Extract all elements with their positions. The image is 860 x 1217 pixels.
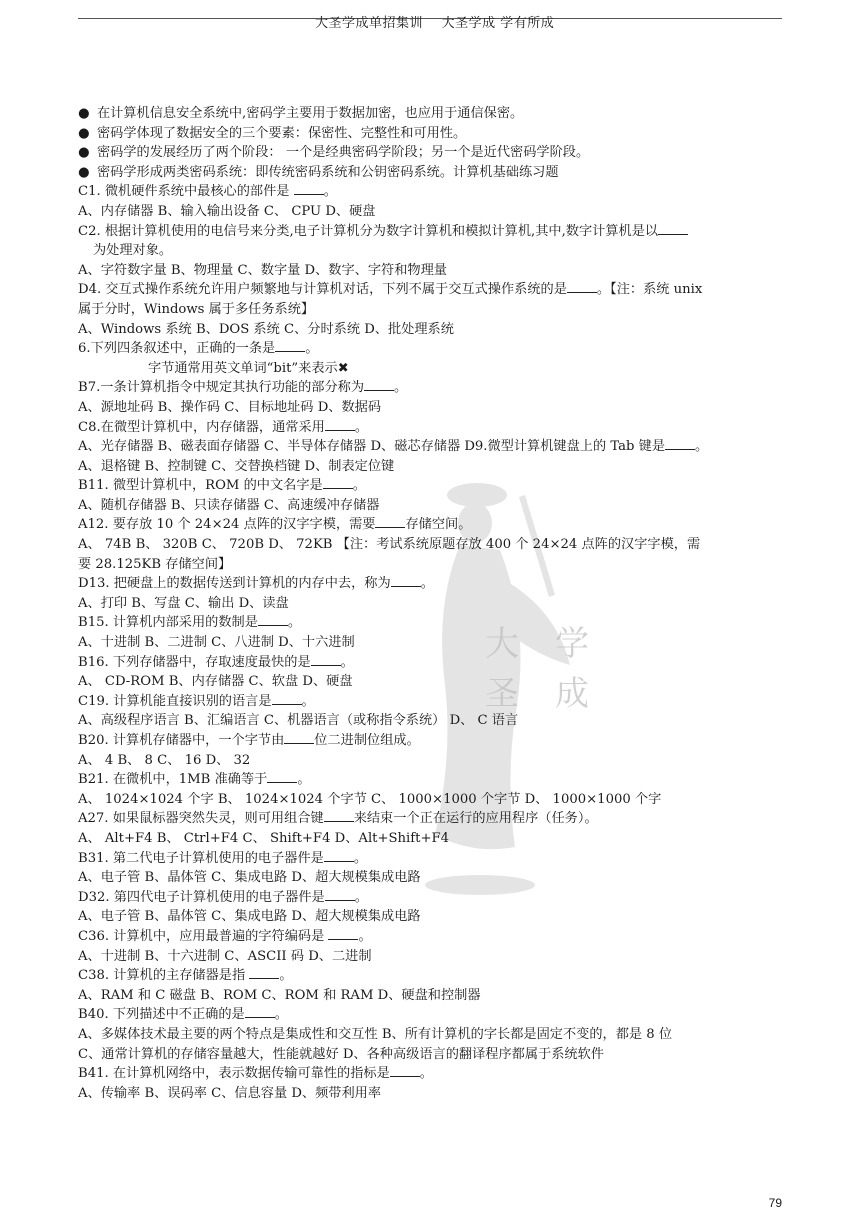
bullet-line [78,143,784,163]
exercise-content [78,104,784,1103]
line-segment: 存储空间。 [405,517,472,533]
text-line [78,1084,784,1104]
bullet-dot-icon: ● [78,164,90,180]
text-line [78,496,784,516]
text-line [78,868,784,888]
bullet-dot-icon: ● [78,145,90,161]
line-segment: 。 [305,341,319,357]
text-line [78,515,784,535]
text-line [78,790,784,810]
page-header [78,0,782,31]
line-segment: 。【注：系统 unix [596,282,703,298]
text-line [78,594,784,614]
answer-blank [324,849,354,862]
line-segment: 位二进制位组成。 [314,733,420,748]
bullet-line [78,163,784,183]
line-segment: A、传输率 B、误码率 C、信息容量 D、频带利用率 [78,1085,382,1101]
line-segment: A、十进制 B、二进制 C、八进制 D、十六进制 [78,635,355,651]
text-line [78,829,784,849]
line-segment: 。 [394,380,408,396]
text-line [78,300,784,320]
line-segment: A12. 要存放 10 个 24×24 点阵的汉字字模，需要 [78,517,376,533]
text-line [78,339,784,359]
text-line [78,966,784,986]
bullet-line [78,124,784,144]
line-segment: 要 28.125KB 存储空间】 [78,556,232,572]
text-line [78,398,784,418]
text-line [78,555,784,575]
text-line [78,437,784,457]
text-line [78,418,784,438]
line-segment: 。 [353,850,368,866]
text-line [78,1005,784,1025]
line-segment: A、电子管 B、晶体管 C、集成电路 D、超大规模集成电路 [78,909,421,925]
line-segment: 。 [695,439,709,455]
line-segment: 。 [279,968,293,984]
line-segment: B7.一条计算机指令中规定其执行功能的部分称为 [78,380,365,396]
watermark-char-3: 学 [555,624,589,664]
line-segment: A、高级程序语言 B、汇编语言 C、机器语言（或称指令系统） D、 C 语言 [78,713,519,729]
line-segment: 字节通常用英文单词“bit”来表示✖ [148,360,349,376]
text-line [78,182,784,202]
text-line [78,711,784,731]
line-segment: 。 [352,478,366,494]
answer-blank [275,339,305,352]
page-number: 79 [768,1196,782,1210]
answer-blank [311,653,341,666]
text-line [78,731,784,751]
line-segment: A、 1024×1024 个字 B、 1024×1024 个字节 C、 1000×1000 个字节 D、 1000×1000 个字 [78,791,662,807]
text-line [78,1025,784,1045]
answer-blank [284,731,314,744]
bullet-text: 密码学的发展经历了两个阶段： 一个是经典密码学阶段；另一个是近代密码学阶段。 [97,145,590,161]
answer-blank [390,1064,420,1077]
text-line [78,280,784,300]
line-segment: A、退格键 B、控制键 C、交替换档键 D、制表定位键 [78,458,395,474]
answer-blank [567,280,597,293]
text-line [78,907,784,927]
line-segment: B20. 计算机存储器中，一个字节由 [78,733,285,748]
line-segment: B16. 下列存储器中，存取速度最快的是 [78,654,311,670]
bullet-text: 密码学体现了数据安全的三个要素：保密性、完整性和可用性。 [97,125,467,141]
text-line [78,770,784,790]
line-segment: C36. 计算机中，应用最普遍的字符编码是 [78,928,329,944]
line-segment: A、字符数字量 B、物理量 C、数字量 D、数字、字符和物理量 [78,262,447,278]
line-segment: 为处理对象。 [93,243,173,259]
line-segment: A、多媒体技术最主要的两个特点是集成性和交互性 B、所有计算机的字长都是固定不变的，都是 8 位 [78,1026,673,1042]
answer-blank [245,1005,275,1018]
line-segment: 。 [340,654,354,670]
line-segment: 。 [420,576,434,592]
text-line [78,613,784,633]
watermark-char-1: 大 [485,624,519,664]
answer-blank [364,378,394,391]
text-line [78,359,784,379]
watermark-char-4: 成 [555,674,589,714]
answer-blank [258,613,288,626]
line-segment: 。 [354,419,369,435]
text-line [78,574,784,594]
line-segment: A、光存储器 B、磁表面存储器 C、半导体存储器 D、磁芯存储器 D9.微型计算机键盘上的 Tab 键是 [78,439,666,455]
text-line [78,320,784,340]
bullet-dot-icon: ● [78,125,90,141]
line-segment: A、RAM 和 C 磁盘 B、ROM C、ROM 和 RAM D、硬盘和控制器 [78,987,481,1003]
line-segment: C19. 计算机能直接识别的语言是 [78,693,272,709]
answer-blank [323,476,353,489]
text-line [78,888,784,908]
line-segment: 属于分时，Windows 属于多任务系统】 [78,301,315,317]
line-segment: A、 74B B、 320B C、 720B D、 72KB 【注：考试系统原题存放 400 个 24×24 点阵的汉字字模，需 [78,537,701,553]
line-segment: A、内存储器 B、输入输出设备 C、 CPU D、硬盘 [78,203,376,219]
text-line [78,241,784,261]
text-line [78,672,784,692]
answer-blank [325,888,355,901]
line-segment: A、源地址码 B、操作码 C、目标地址码 D、数据码 [78,399,382,415]
line-segment: A、电子管 B、晶体管 C、集成电路 D、超大规模集成电路 [78,870,421,886]
line-segment: 6.下列四条叙述中，正确的一条是 [78,341,276,357]
text-line [78,457,784,477]
line-segment: B41. 在计算机网络中，表示数据传输可靠性的指标是 [78,1066,390,1082]
line-segment: 。 [358,928,372,944]
line-segment: 。 [287,615,302,631]
line-segment: A27. 如果鼠标器突然失灵，则可用组合键 [78,811,324,827]
header-text: 大圣学成单招集训 大圣学成 学有所成 [315,16,555,31]
text-line [78,261,784,281]
text-line [78,809,784,829]
answer-blank [324,809,354,822]
bullet-dot-icon: ● [78,106,90,121]
bullet-line [78,104,784,124]
line-segment: A、随机存储器 B、只读存储器 C、高速缓冲存储器 [78,497,380,513]
line-segment: D32. 第四代电子计算机使用的电子器件是 [78,889,325,905]
line-segment: A、打印 B、写盘 C、输出 D、读盘 [78,595,289,611]
answer-blank [272,692,302,705]
line-segment: D4. 交互式操作系统允许用户频繁地与计算机对话，下列不属于交互式操作系统的是 [78,282,567,298]
answer-blank [391,574,421,587]
text-line [78,202,784,222]
line-segment: B40. 下列描述中不正确的是 [78,1007,245,1023]
answer-blank [294,182,324,195]
line-segment: A、 CD-ROM B、内存储器 C、软盘 D、硬盘 [78,674,353,690]
line-segment: C8.在微型计算机中，内存储器，通常采用 [78,419,325,435]
line-segment: A、Windows 系统 B、DOS 系统 C、分时系统 D、批处理系统 [78,321,454,337]
text-line [78,1064,784,1084]
line-segment: B15. 计算机内部采用的数制是 [78,615,258,631]
line-segment: 。 [354,889,368,905]
line-segment: 来结束一个正在运行的应用程序（任务）。 [353,811,598,827]
text-line [78,476,784,496]
answer-blank [375,515,405,528]
bullet-text: 密码学形成两类密码系统：即传统密码系统和公钥密码系统。计算机基础练习题 [97,164,559,180]
text-line [78,653,784,673]
line-segment: C、通常计算机的存储容量越大，性能就越好 D、各种高级语言的翻译程序都属于系统软件 [78,1046,604,1062]
answer-blank [249,966,279,979]
line-segment: 。 [323,184,337,200]
answer-blank [267,770,297,783]
line-segment: C2. 根据计算机使用的电信号来分类,电子计算机分为数字计算机和模拟计算机,其中,数字计算机是以 [78,223,659,239]
line-segment: A、十进制 B、十六进制 C、ASCII 码 D、二进制 [78,948,372,964]
text-line [78,692,784,712]
text-line [78,378,784,398]
line-segment: C1. 微机硬件系统中最核心的部件是 [78,184,294,200]
bullet-text: 在计算机信息安全系统中,密码学主要用于数据加密，也应用于通信保密。 [97,106,524,121]
line-segment: 。 [419,1066,433,1082]
text-line [78,947,784,967]
line-segment: A、 4 B、 8 C、 16 D、 32 [78,752,251,768]
text-line [78,535,784,555]
line-segment: B31. 第二代电子计算机使用的电子器件是 [78,850,324,866]
line-segment: B21. 在微机中，1MB 准确等于 [78,772,268,788]
text-line [78,1045,784,1065]
line-segment: A、 Alt+F4 B、 Ctrl+F4 C、 Shift+F4 D、Alt+Shift+F4 [78,830,450,846]
answer-blank [325,418,355,431]
text-line [78,751,784,771]
line-segment: B11. 微型计算机中，ROM 的中文名字是 [78,478,323,494]
line-segment: D13. 把硬盘上的数据传送到计算机的内存中去，称为 [78,576,391,592]
answer-blank [658,222,688,235]
answer-blank [665,437,695,450]
text-line [78,849,784,869]
text-line [78,986,784,1006]
line-segment: 。 [301,693,315,709]
answer-blank [328,927,358,940]
line-segment: 。 [297,772,311,788]
watermark-char-2: 圣 [485,674,519,714]
text-line [78,633,784,653]
text-line [78,927,784,947]
line-segment: C38. 计算机的主存储器是指 [78,968,250,984]
text-line [78,222,784,242]
line-segment: 。 [274,1007,288,1023]
